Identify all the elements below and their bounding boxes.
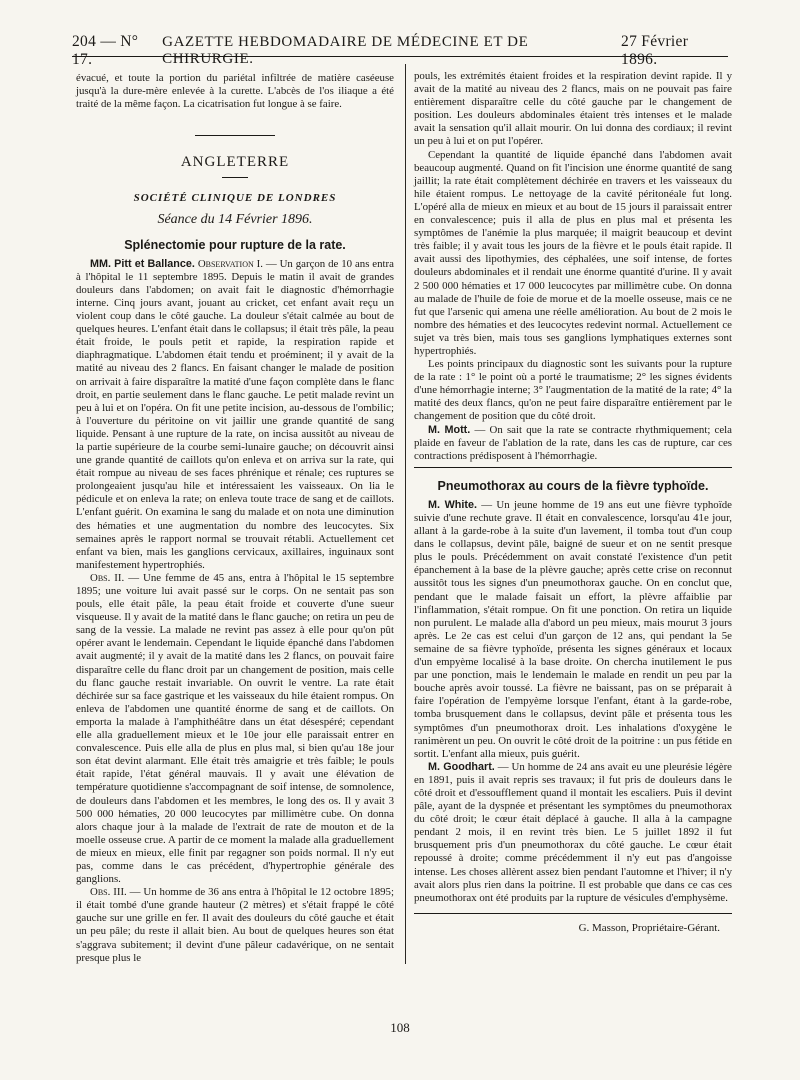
continued-paragraph: pouls, les extrémités étaient froides et la respiration devint rapide. Il y avait de la matité au niveau des 2 flancs, mais on ne pouvait pas faire entièrement disparaître celle du côté gauche par le changement de position. Les douleurs abdominales étaient très intenses et le malade avait la sensation qu'il allait mourir. On lui donna des cordiaux; il revint un peu à lui et on put l'opérer. — [414, 70, 732, 148]
issue-date: 27 Février 1896. — [621, 33, 689, 68]
article-title-pneumothorax: Pneumothorax au cours de la fièvre typhoïde. — [437, 478, 709, 493]
observation-3-text: — Un homme de 36 ans entra à l'hôpital le 12 octobre 1895; il était tombé d'une grande hauteur (2 mètres) et s'était frappé le côté gauche sur une grille en fer. Il avait des douleurs du côté gauche et était un peu pâle; du reste il allait bien. Au bout de quelques heures son état s'aggrava subitement; il devint d'une pâleur cadavérique, on ne sentait presque plus le — [76, 886, 394, 964]
section-title-rule — [222, 177, 248, 178]
paragraph: Cependant la quantité de liquide épanché dans l'abdomen avait beaucoup augmenté. Quand on fit l'incision une énorme quantité de sang jaillit; la rate était complètement déchirée en travers et les vaisseaux du hile étaient rompus. Le nettoyage de la cavité péritonéale fut long. L'opéré alla de mieux en mieux et au bout de 15 jours il paraissait entrer en convalescence; puis il alla de plus en plus mal et présenta les symptômes de l'anémie la plus marquée; il maigrit beaucoup et devint très faible; il y avait tous les jours de la fièvre et le pouls était rapide. Il avait aussi des lipothymies, des céphalées, une soif intense, de fortes douleurs abdominales et il rendait une énorme quantité d'urine. Il y avait 2 500 000 hématies et 17 000 leucocytes par millimètre cube. On donna au malade de l'huile de foie de morue et de la moelle osseuse, mais ce ne fut que l'arsenic qui amena une réelle amélioration. Au bout de 2 mois le nombre des hématies et des leucocytes redevint normal. Actuellement ce sujet va très bien, mais tous ses ganglions lymphatiques externes sont hypertrophiés. — [414, 148, 732, 357]
observation-1-text: — Un garçon de 10 ans entra à l'hôpital le 11 septembre 1895. Depuis le matin il avait de grandes douleurs dans l'abdomen; on avait fait le diagnostic d'hémorrhagie interne. Cinq jours avant, jouant au cricket, cet enfant avait reçu un violent coup dans le côté gauche. La douleur s'était calmée au bout de quelques heures. L'enfant était dans le collapsus; il était très pâle, la peau était froide, le pouls petit et rapide, la respiration rapide et diaphragmatique. L'abdomen était tendu et proéminent; il y avait de la matité au niveau des 2 flancs. En faisant changer le malade de position on arrivait à faire disparaître la matité d'une façon complète dans le flanc droit, en partie seulement dans le flanc gauche. Le petit malade revint un peu à lui et on l'opéra. On fit une petite incision, au-dessous de l'ombilic; à l'ouverture du péritoine on vit jaillir une grande quantité de sang liquide. Pensant à une rupture de la rate, on incisa aussitôt au niveau de la partie supérieure de la courbe semi-lunaire gauche; on découvrit ainsi une grande quantité de caillots qu'on enleva et on arriva sur la rate, qui était rompue au niveau de ses faces phrénique et rénale; ces ruptures se prolongeaient jusqu'au hile et intéressaient les vaisseaux. On lia le pédicule et on enleva la rate; on enleva toute trace de sang et de caillots. L'enfant guérit. On examina le sang du malade et on nota une diminution des hématies et une augmentation du nombre des leucocytes. Six semaines après le rapport normal se trouvait rétabli. Actuellement cet enfant va bien, mais les ganglions cervicaux, axillaires, inguinaux sont manifestement hypertrophiés. — [76, 257, 394, 571]
article-title-splenectomy: Splénectomie pour rupture de la rate. — [124, 237, 346, 252]
column-divider — [405, 64, 406, 964]
session-date: Séance du 14 Février 1896. — [157, 212, 313, 228]
observation-1 — [76, 258, 394, 572]
diagnosis-paragraph: Les points principaux du diagnostic sont les suivants pour la rupture de la rate : 1° le point où a porté le traumatisme; 2° les signes évidents d'une hémorrhagie interne; 3° l'augmentation de la matité de la rate; 4° la matité des deux flancs, qu'on ne peut faire disparaître entièrement par le changement de position que du côté droit. — [414, 358, 732, 423]
case-goodhart — [414, 761, 732, 905]
society-name: SOCIÉTÉ CLINIQUE DE LONDRES — [133, 192, 337, 205]
authors-names: MM. Pitt et Ballance. — [90, 257, 195, 270]
observation-label: Observation I. — [197, 257, 263, 270]
comment-mott — [414, 424, 732, 463]
folio-number: 108 — [390, 1020, 410, 1035]
section-separator — [195, 135, 275, 136]
case-white-text: — Un jeune homme de 19 ans eut une fièvre typhoïde suivie d'une rechute grave. Il était en convalescence, lorsqu'au 41e jour, allant à la garde-robe à la suite d'un lavement, il tomba tout d'un coup dans le collapsus, devint pâle, baigné de sueur et on ne sentit presque plus le pouls. Précédemment on avait constaté l'existence d'un petit épanchement à la base de la plèvre gauche; après cette crise on reconnut aussitôt tous les signes d'un pneumothorax gauche. On en conclut que, pendant que le malade faisait un effort, la plèvre affaiblie par l'inflammation, s'était rompue. On fit une ponction. On retira un liquide non purulent. Le malade alla d'abord un peu mieux, mais mourut 3 jours après. Le 2e cas est celui d'un garçon de 12 ans, qui pendant la 5e semaine de sa fièvre typhoïde, présenta les signes généraux et locaux d'un empyème localisé à la base droite. On chercha inutilement le pus par une ponction, mais le lendemain le malade en rendit un peu par la bouche après avoir toussé. La fièvre ne baissant, pas on se préparait à faire l'opération de l'empyème lorsque l'enfant, étant à la garde-robe, tomba brusquement dans le collapsus, devint pâle et présenta tous les symptômes d'un pneumothorax droit. Les inhalations d'oxygène le ranimèrent un peu. On ouvrit le côté droit de la poitrine : un pus fétide en sortit. L'enfant alla mieux, puis guérit. — [414, 498, 732, 760]
comment-mott-text: — On sait que la rate se contracte rhythmiquement; cela plaide en faveur de l'ablation de la rate, dans les cas de rupture, car ces contractions prédisposent à l'hémorrhagie. — [414, 423, 732, 462]
signature-rule — [414, 913, 732, 914]
case-goodhart-text: — Un homme de 24 ans avait eu une pleurésie légère en 1891, puis il avait repris ses travaux; il fut pris de douleurs dans le côté droit et d'essoufflement quand il montait les escaliers. Puis il devint pâle, ayant de la dyspnée et présentant les symptômes du pneumothorax du côté droit; le cœur était déplacé à gauche. Il alla à la campagne pendant 2 mois, il en revint très bien. Le 5 juillet 1892 il fut brusquement pris d'un pneumothorax du côté gauche. Le cœur était repoussé à droite; comme précédemment il n'y eut pas d'angoisse intense. Les choses allèrent assez bien pendant l'automne et l'hiver; il n'y avait alors plus rien dans la poitrine. Il est probable que dans ce cas ces pneumothorax ont été produits par la rupture de vésicules d'emphysème. — [414, 760, 732, 904]
author-name: M. Mott. — [428, 423, 471, 436]
observation-3 — [76, 886, 394, 965]
observation-label: Obs. II. — [90, 571, 125, 584]
opening-paragraph: évacué, et toute la portion du pariétal infiltrée de matière caséeuse jusqu'à la dure-mère enlevée à la curette. L'abcès de l'os iliaque a été traité de la même façon. La cicatrisation fut longue à se faire. — [76, 72, 394, 111]
author-name: M. Goodhart. — [428, 760, 495, 773]
right-column — [414, 70, 732, 935]
header-rule — [72, 56, 728, 57]
running-head — [72, 33, 728, 68]
observation-2 — [76, 572, 394, 886]
observation-label: Obs. III. — [90, 886, 127, 899]
page-issue-number: 204 — N° 17. — [72, 33, 139, 68]
article-separator — [414, 467, 732, 468]
left-column — [76, 72, 394, 965]
publisher-signature: G. Masson, Propriétaire-Gérant. — [578, 921, 720, 934]
observation-2-text: — Une femme de 45 ans, entra à l'hôpital le 15 septembre 1895; une voiture lui avait passé sur le corps. On ne sentait pas son pouls, elle était pâle, la peau était froide et couverte d'une sueur visqueuse. Il y avait de la matité dans le flanc gauche; on retira un peu de sang de la vessie. La malade ne revint pas assez à elle pour qu'on pût opérer avant le lendemain. Cependant le liquide épanché dans l'abdomen avait augmenté; il y avait de la matité dans les 2 flancs, on pouvait faire disparaître celle du flanc droit par un changement de position, mais celle du flanc gauche restait invariable. On ouvrit le ventre. La rate était déchirée sur sa face gastrique et les vaisseaux du hile étaient rompus. On enleva de l'abdomen une quantité énorme de sang et de caillots. On emporta la malade à l'amphithéâtre dans un état désespéré; cependant elle alla graduellement mieux et le 10e jour elle paraissait entrer en convalescence. Puis elle alla de plus en plus mal, si bien qu'au 18e jour son état devint alarmant. Elle était très amaigrie et très faible; le pouls était rapide, l'état général mauvais. Il y avait une élévation de température quotidienne s'accompagnant de soif intense, de somnolence, de douleurs dans l'abdomen et les membres, le long des os. Il y avait 3 500 000 hématies, 20 000 leucocytes par millimètre cube. On donna alors chaque jour à la malade de l'extrait de rate de mouton et de la moelle osseuse crue. A partir de ce moment la malade alla graduellement de mieux en mieux, elle finit par regagner son poids normal. Il n'y eut pas, comme dans le cas précédent, d'hypertrophie générale des ganglions. — [76, 571, 394, 886]
author-name: M. White. — [428, 498, 477, 511]
case-white — [414, 499, 732, 761]
section-title: ANGLETERRE — [180, 154, 290, 171]
journal-title: GAZETTE HEBDOMADAIRE DE MÉDECINE ET DE CHIRURGIE. — [162, 34, 529, 67]
